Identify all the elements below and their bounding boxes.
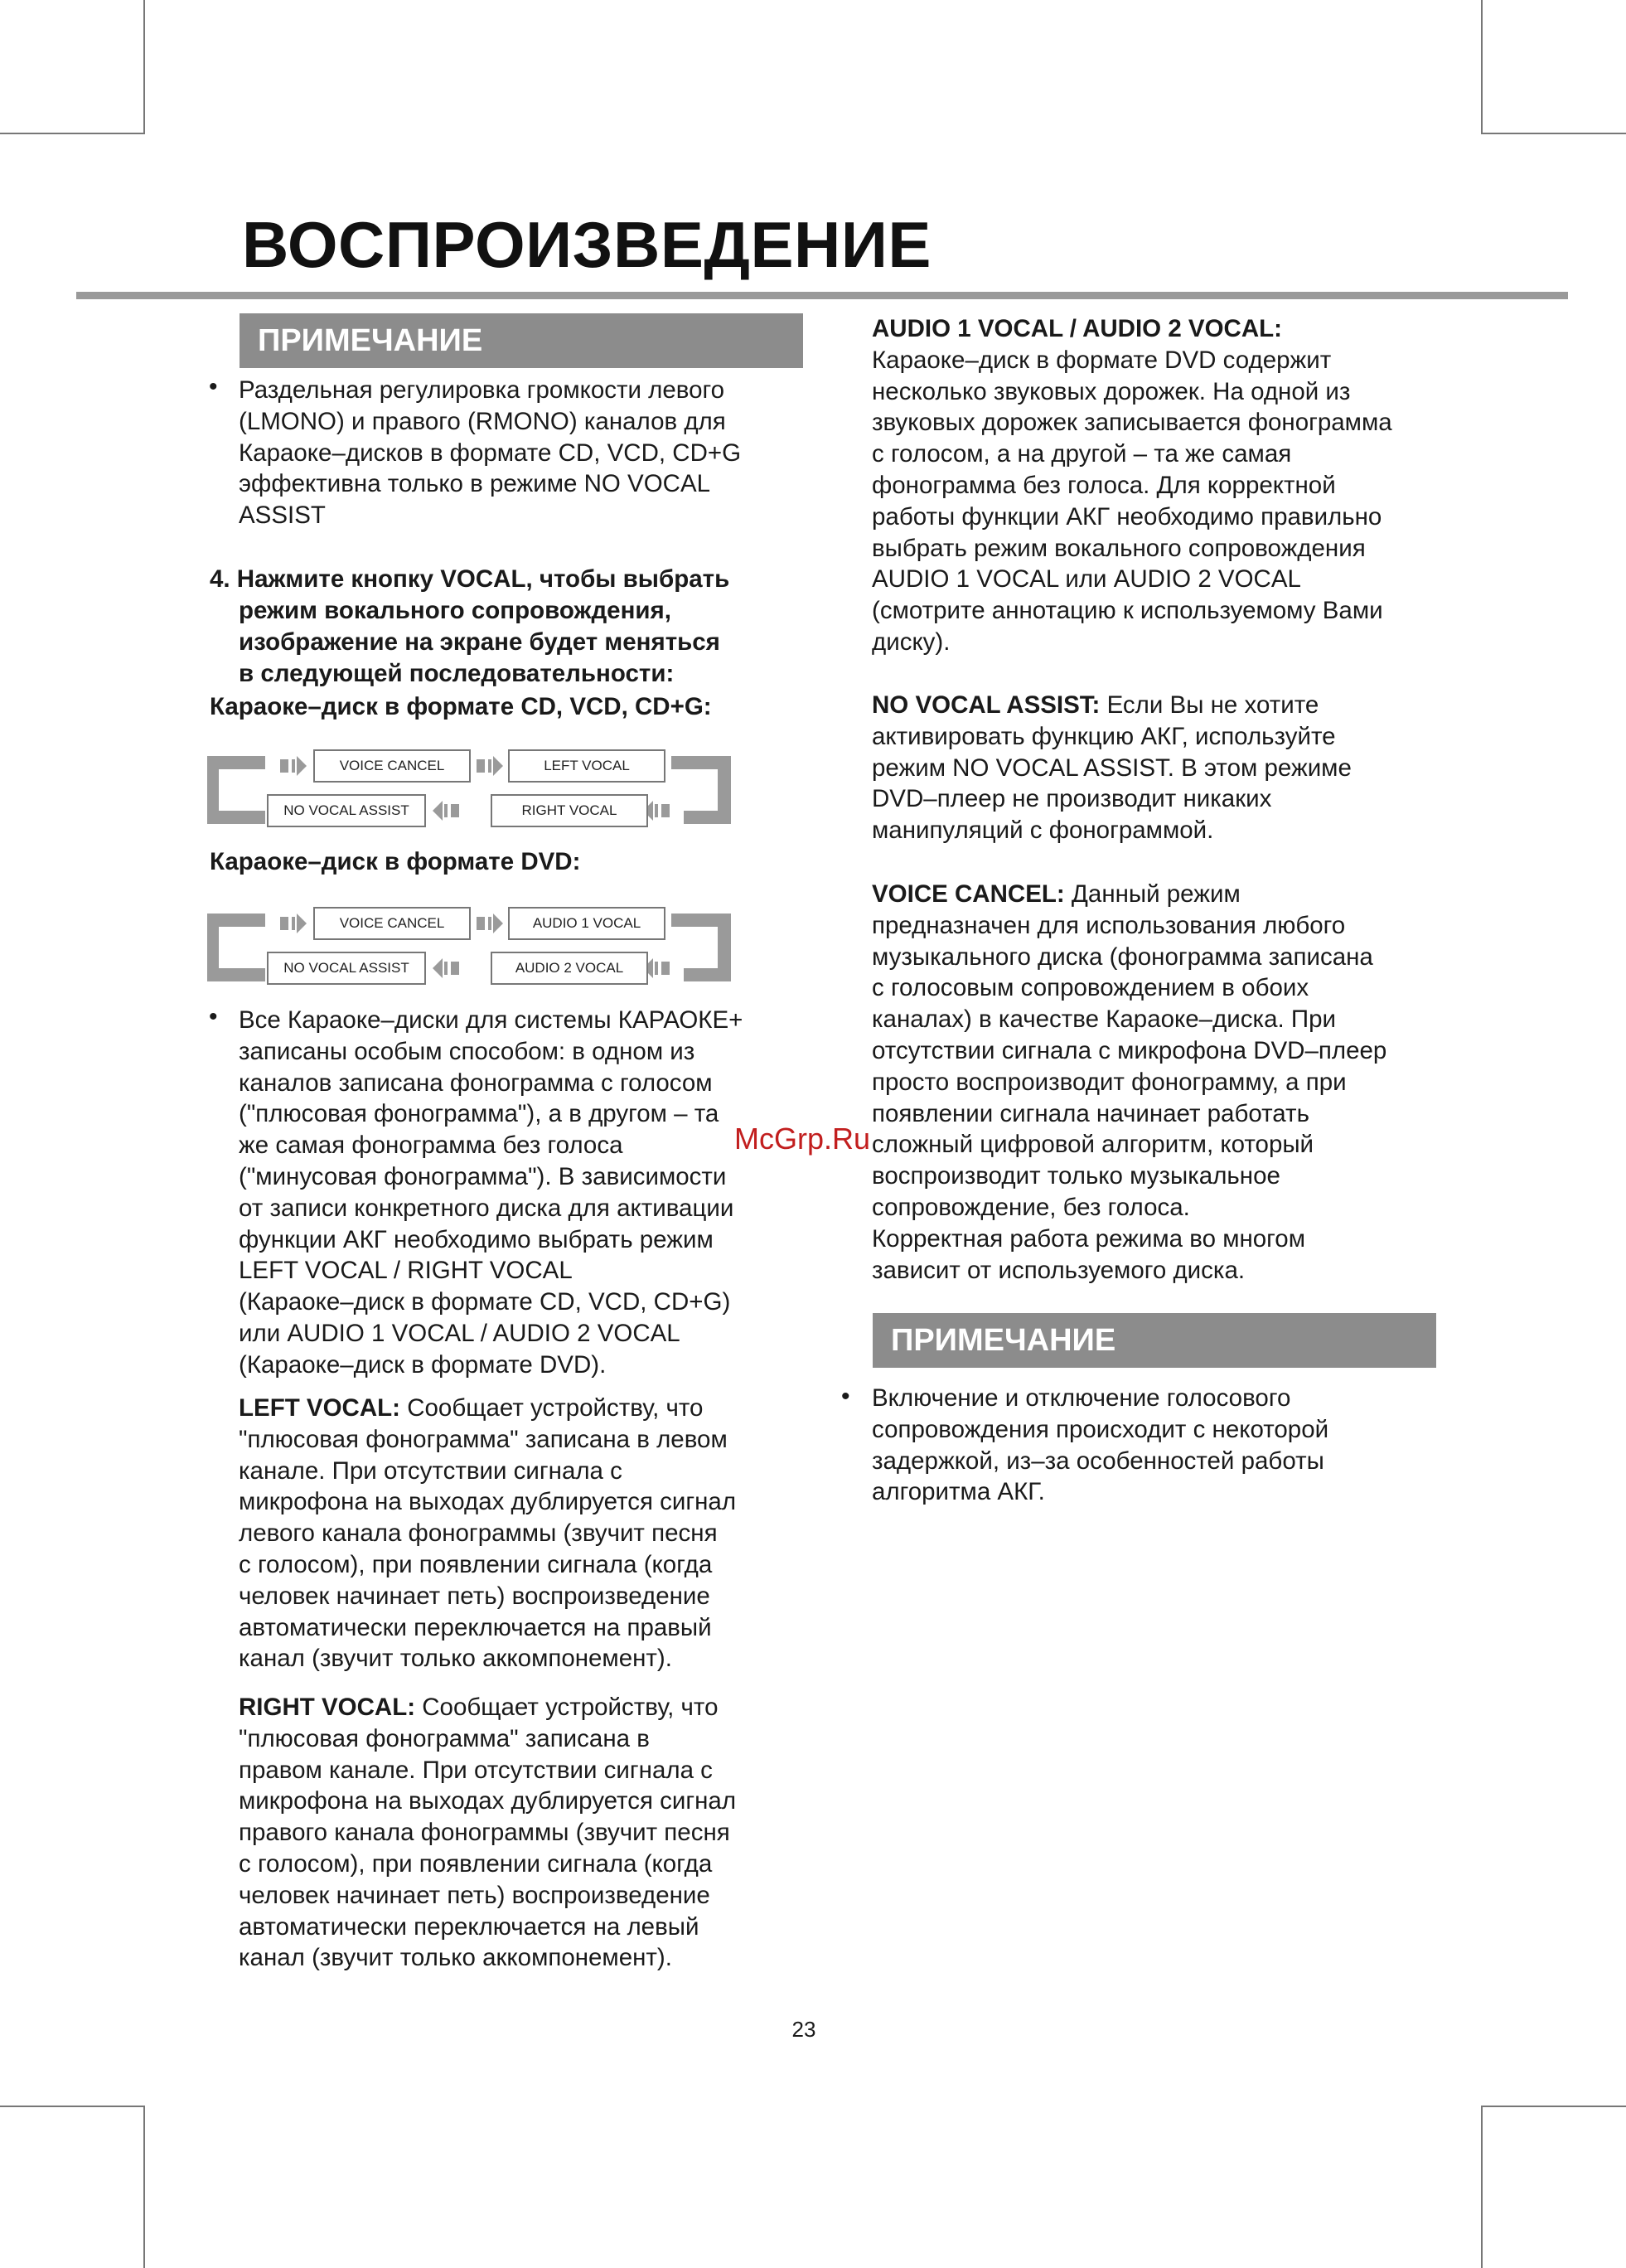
text-line: записаны особым способом: в одном из (239, 1037, 695, 1065)
note-line: Включение и отключение голосового (872, 1384, 1291, 1412)
text-line: левого канала фонограммы (звучит песня (239, 1519, 718, 1548)
mode-audio-2-vocal: AUDIO 2 VOCAL (491, 952, 648, 985)
arrow-left-icon (433, 958, 459, 978)
step-line: изображение на экране будет меняться (239, 628, 720, 656)
voice-cancel-label: VOICE CANCEL: (872, 880, 1065, 908)
text-line: фонограмма без голоса. Для корректной (872, 471, 1336, 499)
text-line: с голосом), при появлении сигнала (когда (239, 1849, 713, 1878)
loop-right-bracket (671, 756, 731, 824)
mode-no-vocal-assist: NO VOCAL ASSIST (267, 794, 426, 827)
note-heading: ПРИМЕЧАНИЕ (240, 313, 803, 368)
arrow-left-icon (433, 801, 459, 821)
note-line: ASSIST (239, 502, 326, 530)
text-line: человек начинает петь) воспроизведение (239, 1582, 710, 1610)
loop-right-bracket (671, 914, 731, 981)
step-4-text (239, 595, 720, 689)
text-line: "плюсовая фонограмма" записана в левом (239, 1425, 728, 1453)
text-line: правого канала фонограммы (звучит песня (239, 1819, 730, 1847)
crop-mark (1481, 2106, 1483, 2268)
text-line: Корректная работа режима во многом (872, 1224, 1305, 1253)
arrow-right-icon (477, 914, 503, 933)
text-line: зависит от используемого диска. (872, 1256, 1246, 1284)
note-text (872, 1383, 1328, 1508)
left-vocal-description (239, 1393, 736, 1674)
text-line: микрофона на выходах дублируется сигнал (239, 1787, 737, 1815)
bullet-icon: • (209, 373, 218, 400)
crop-mark (0, 133, 145, 134)
mode-sequence-diagram-cd (207, 746, 746, 837)
text-line: воспроизводит только музыкальное (872, 1162, 1280, 1190)
mode-voice-cancel: VOICE CANCEL (313, 907, 471, 940)
mode-left-vocal: LEFT VOCAL (508, 749, 665, 783)
text-line: (смотрите аннотацию к используемому Вами (872, 597, 1383, 625)
text-line: канал (звучит только аккомпонемент). (239, 1944, 672, 1972)
text-line: автоматически переключается на правый (239, 1613, 712, 1641)
note-line: задержкой, из–за особенностей работы (872, 1447, 1324, 1475)
text-line: Сообщает устройству, что (415, 1694, 719, 1721)
text-line: ("минусовая фонограмма"). В зависимости (239, 1162, 727, 1190)
text-line: музыкального диска (фонограмма записана (872, 943, 1373, 971)
text-line: автоматически переключается на левый (239, 1912, 699, 1941)
text-line: просто воспроизводит фонограмму, а при (872, 1068, 1347, 1096)
karaoke-discs-text (239, 1005, 743, 1381)
audio-vocal-label: AUDIO 1 VOCAL / AUDIO 2 VOCAL: (872, 315, 1282, 342)
text-line: с голосом), при появлении сигнала (когда (239, 1550, 713, 1578)
text-line: LEFT VOCAL / RIGHT VOCAL (239, 1257, 573, 1285)
loop-left-bracket (207, 756, 265, 824)
text-line: сложный цифровой алгоритм, который (872, 1131, 1314, 1159)
crop-mark (143, 0, 145, 134)
loop-left-bracket (207, 914, 265, 981)
text-line: человек начинает петь) воспроизведение (239, 1881, 710, 1909)
left-vocal-label: LEFT VOCAL: (239, 1394, 401, 1422)
text-line: сопровождение, без голоса. (872, 1193, 1190, 1221)
mode-sequence-diagram-dvd (207, 904, 746, 995)
voice-cancel-description (872, 879, 1386, 1286)
text-line: с голосовым сопровождением в обоих (872, 974, 1309, 1002)
watermark: McGrp.Ru (734, 1122, 871, 1156)
text-line: выбрать режим вокального сопровождения (872, 534, 1366, 562)
text-line: работы функции АКГ необходимо правильно (872, 502, 1382, 531)
no-vocal-assist-description (872, 690, 1352, 846)
page-title: ВОСПРОИЗВЕДЕНИЕ (242, 208, 932, 281)
note-line: сопровождения происходит с некоторой (872, 1415, 1329, 1443)
arrow-right-icon (280, 914, 307, 933)
text-line: Сообщает устройству, что (400, 1394, 704, 1422)
text-line: несколько звуковых дорожек. На одной из (872, 377, 1351, 405)
crop-mark (1481, 2106, 1626, 2107)
cd-format-heading: Караоке–диск в формате CD, VCD, CD+G: (210, 693, 712, 720)
text-line: Караоке–диск в формате DVD содержит (872, 346, 1332, 374)
note-line: (LMONO) и правого (RMONO) каналов для (239, 407, 726, 435)
text-line: AUDIO 1 VOCAL или AUDIO 2 VOCAL (872, 565, 1301, 594)
text-line: от записи конкретного диска для активации (239, 1194, 734, 1222)
text-line: активировать функцию АКГ, используйте (872, 722, 1336, 750)
no-vocal-assist-label: NO VOCAL ASSIST: (872, 691, 1101, 719)
text-line: "плюсовая фонограмма" записана в (239, 1724, 650, 1752)
text-line: каналах) в качестве Караоке–диска. При (872, 1006, 1336, 1034)
mode-right-vocal: RIGHT VOCAL (491, 794, 648, 827)
crop-mark (143, 2106, 145, 2268)
note-text (239, 375, 741, 531)
text-line: ("плюсовая фонограмма"), а в другом – та (239, 1100, 719, 1128)
mode-audio-1-vocal: AUDIO 1 VOCAL (508, 907, 665, 940)
arrow-right-icon (280, 756, 307, 776)
title-divider (76, 292, 1568, 299)
text-line: (Караоке–диск в формате CD, VCD, CD+G) (239, 1288, 731, 1316)
right-vocal-label: RIGHT VOCAL: (239, 1694, 416, 1721)
text-line: DVD–плеер не производит никаких (872, 785, 1272, 813)
mode-voice-cancel: VOICE CANCEL (313, 749, 471, 783)
step-line: в следующей последовательности: (239, 659, 675, 687)
crop-mark (1481, 133, 1626, 134)
text-line: функции АКГ необходимо выбрать режим (239, 1225, 714, 1253)
text-line: (Караоке–диск в формате DVD). (239, 1350, 607, 1379)
step-4-line: 4. Нажмите кнопку VOCAL, чтобы выбрать (210, 565, 730, 593)
right-vocal-description (239, 1692, 736, 1974)
note-line: алгоритма АКГ. (872, 1478, 1045, 1506)
mode-no-vocal-assist: NO VOCAL ASSIST (267, 952, 426, 985)
crop-mark (1481, 0, 1483, 134)
text-line: микрофона на выходах дублируется сигнал (239, 1488, 737, 1516)
note-heading: ПРИМЕЧАНИЕ (873, 1313, 1436, 1368)
note-line: Караоке–дисков в формате CD, VCD, CD+G (239, 439, 742, 467)
arrow-right-icon (477, 756, 503, 776)
text-line: Данный режим (1064, 880, 1241, 908)
text-line: с голосом, а на другой – та же самая (872, 440, 1292, 468)
dvd-format-heading: Караоке–диск в формате DVD: (210, 848, 581, 875)
text-line: правом канале. При отсутствии сигнала с (239, 1756, 713, 1784)
text-line: режим NO VOCAL ASSIST. В этом режиме (872, 754, 1352, 782)
text-line: канале. При отсутствии сигнала с (239, 1456, 622, 1485)
text-line: каналов записана фонограмма с голосом (239, 1069, 713, 1097)
text-line: Все Караоке–диски для системы КАРАОКЕ+ (239, 1006, 743, 1034)
bullet-icon: • (209, 1003, 218, 1030)
text-line: же самая фонограмма без голоса (239, 1132, 623, 1160)
text-line: предназначен для использования любого (872, 911, 1346, 939)
bullet-icon: • (841, 1383, 850, 1410)
text-line: звуковых дорожек записывается фонограмма (872, 409, 1392, 437)
text-line: диску). (872, 628, 951, 656)
audio-vocal-description (872, 313, 1392, 658)
note-line: Раздельная регулировка громкости левого (239, 376, 725, 404)
text-line: появлении сигнала начинает работать (872, 1099, 1309, 1127)
text-line: манипуляций с фонограммой. (872, 817, 1214, 845)
text-line: канал (звучит только аккомпонемент). (239, 1645, 672, 1673)
text-line: отсутствии сигнала с микрофона DVD–плеер (872, 1036, 1387, 1064)
crop-mark (0, 2106, 145, 2107)
text-line: Если Вы не хотите (1100, 691, 1319, 719)
note-line: эффективна только в режиме NO VOCAL (239, 470, 711, 498)
page-number: 23 (791, 2017, 816, 2042)
step-line: режим вокального сопровождения, (239, 597, 671, 624)
text-line: или AUDIO 1 VOCAL / AUDIO 2 VOCAL (239, 1319, 680, 1347)
